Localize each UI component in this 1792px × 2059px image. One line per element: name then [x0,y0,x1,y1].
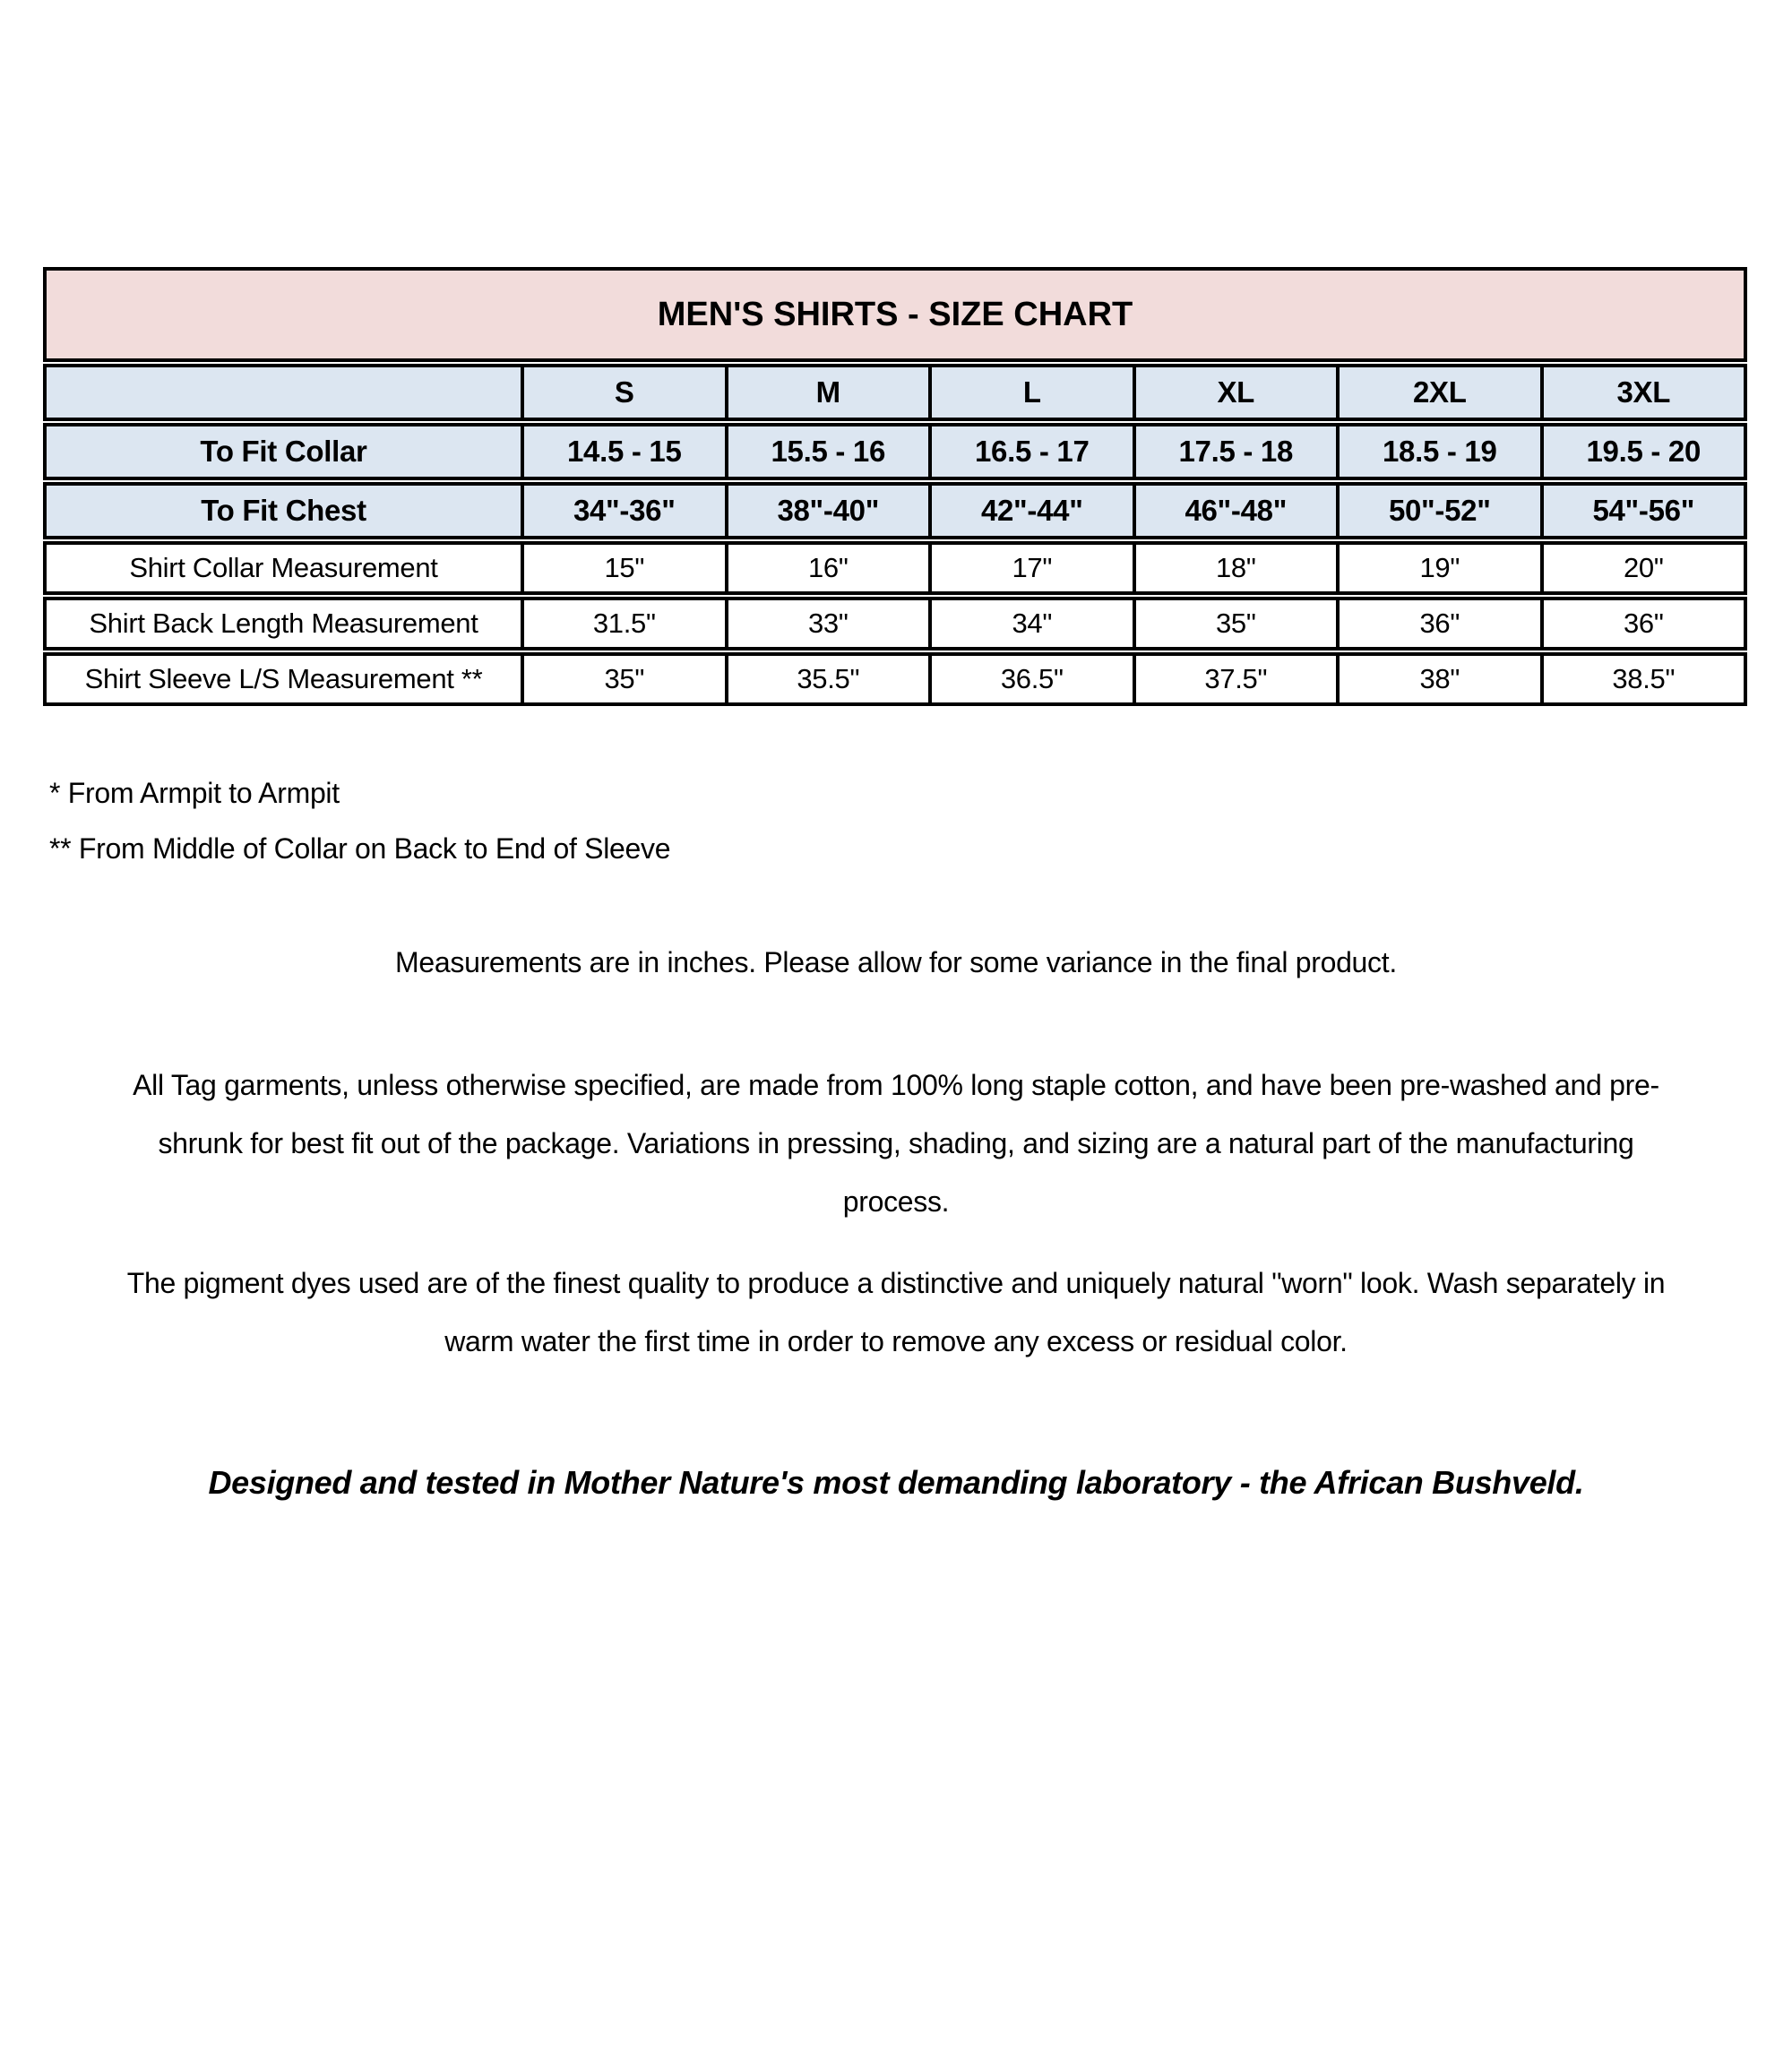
fabric-note-line: shrunk for best fit out of the package. Variations in pressing, shading, and sizing are a natural part of the manufacturing [158,1127,1634,1159]
col-header-l: L [928,367,1133,418]
fabric-note-line: All Tag garments, unless otherwise specified, are made from 100% long staple cotton, and have been pre-washed and pre- [133,1069,1659,1101]
dye-note-line: warm water the first time in order to remove any excess or residual color. [444,1325,1348,1357]
table-cell: 54"-56" [1540,486,1745,536]
shirt-back-length-row [43,597,1747,650]
to-fit-chest-row [43,482,1747,539]
col-header-m: M [725,367,929,418]
size-header-empty-cell [47,367,521,418]
table-cell: 16.5 - 17 [928,426,1133,477]
footnote-armpit: * From Armpit to Armpit [49,777,340,809]
table-cell: 14.5 - 15 [521,426,725,477]
footnotes [49,765,1792,876]
row-label-shirt-sleeve: Shirt Sleeve L/S Measurement ** [84,663,483,694]
table-cell: 36" [1540,600,1745,647]
dye-note [0,1254,1792,1371]
col-header-2xl: 2XL [1336,367,1540,418]
table-cell: 36" [1336,600,1540,647]
table-cell: 50"-52" [1336,486,1540,536]
size-chart-page [0,267,1792,2059]
table-cell: 38.5" [1540,656,1745,702]
table-cell: 34"-36" [521,486,725,536]
size-chart-table [43,267,1747,706]
measurement-note-line: Measurements are in inches. Please allow for some variance in the final product. [395,946,1397,978]
table-cell: 38"-40" [725,486,929,536]
row-label-shirt-collar: Shirt Collar Measurement [129,552,438,583]
table-title-row [43,267,1747,362]
table-cell: 19.5 - 20 [1540,426,1745,477]
table-cell: 35.5" [725,656,929,702]
table-cell: 20" [1540,545,1745,591]
fabric-note [0,1056,1792,1231]
col-header-xl: XL [1133,367,1337,418]
table-cell: 16" [725,545,929,591]
table-cell: 35" [521,656,725,702]
dye-note-line: The pigment dyes used are of the finest quality to produce a distinctive and uniquely natural "worn" look. Wash separately in [126,1267,1666,1299]
shirt-sleeve-row [43,652,1747,706]
table-cell: 34" [928,600,1133,647]
fabric-note-line: process. [842,1185,950,1218]
table-cell: 38" [1336,656,1540,702]
table-title: MEN'S SHIRTS - SIZE CHART [657,295,1133,333]
size-header-row [43,364,1747,421]
table-cell: 17" [928,545,1133,591]
table-cell: 35" [1133,600,1337,647]
col-header-s: S [521,367,725,418]
table-cell: 46"-48" [1133,486,1337,536]
row-label-to-fit-chest: To Fit Chest [201,494,366,527]
table-cell: 19" [1336,545,1540,591]
table-cell: 15" [521,545,725,591]
table-cell: 42"-44" [928,486,1133,536]
brand-tagline: Designed and tested in Mother Nature's most demanding laboratory - the African Bushveld. [208,1464,1584,1501]
table-cell: 36.5" [928,656,1133,702]
table-cell: 37.5" [1133,656,1337,702]
table-cell: 31.5" [521,600,725,647]
col-header-3xl: 3XL [1540,367,1745,418]
table-cell: 33" [725,600,929,647]
measurement-note [0,934,1792,992]
table-cell: 17.5 - 18 [1133,426,1337,477]
footnote-sleeve: ** From Middle of Collar on Back to End of Sleeve [49,832,671,865]
table-cell: 18" [1133,545,1337,591]
to-fit-collar-row [43,423,1747,480]
row-label-to-fit-collar: To Fit Collar [200,435,367,468]
row-label-shirt-back-length: Shirt Back Length Measurement [89,607,478,639]
table-cell: 18.5 - 19 [1336,426,1540,477]
shirt-collar-measurement-row [43,541,1747,595]
table-cell: 15.5 - 16 [725,426,929,477]
